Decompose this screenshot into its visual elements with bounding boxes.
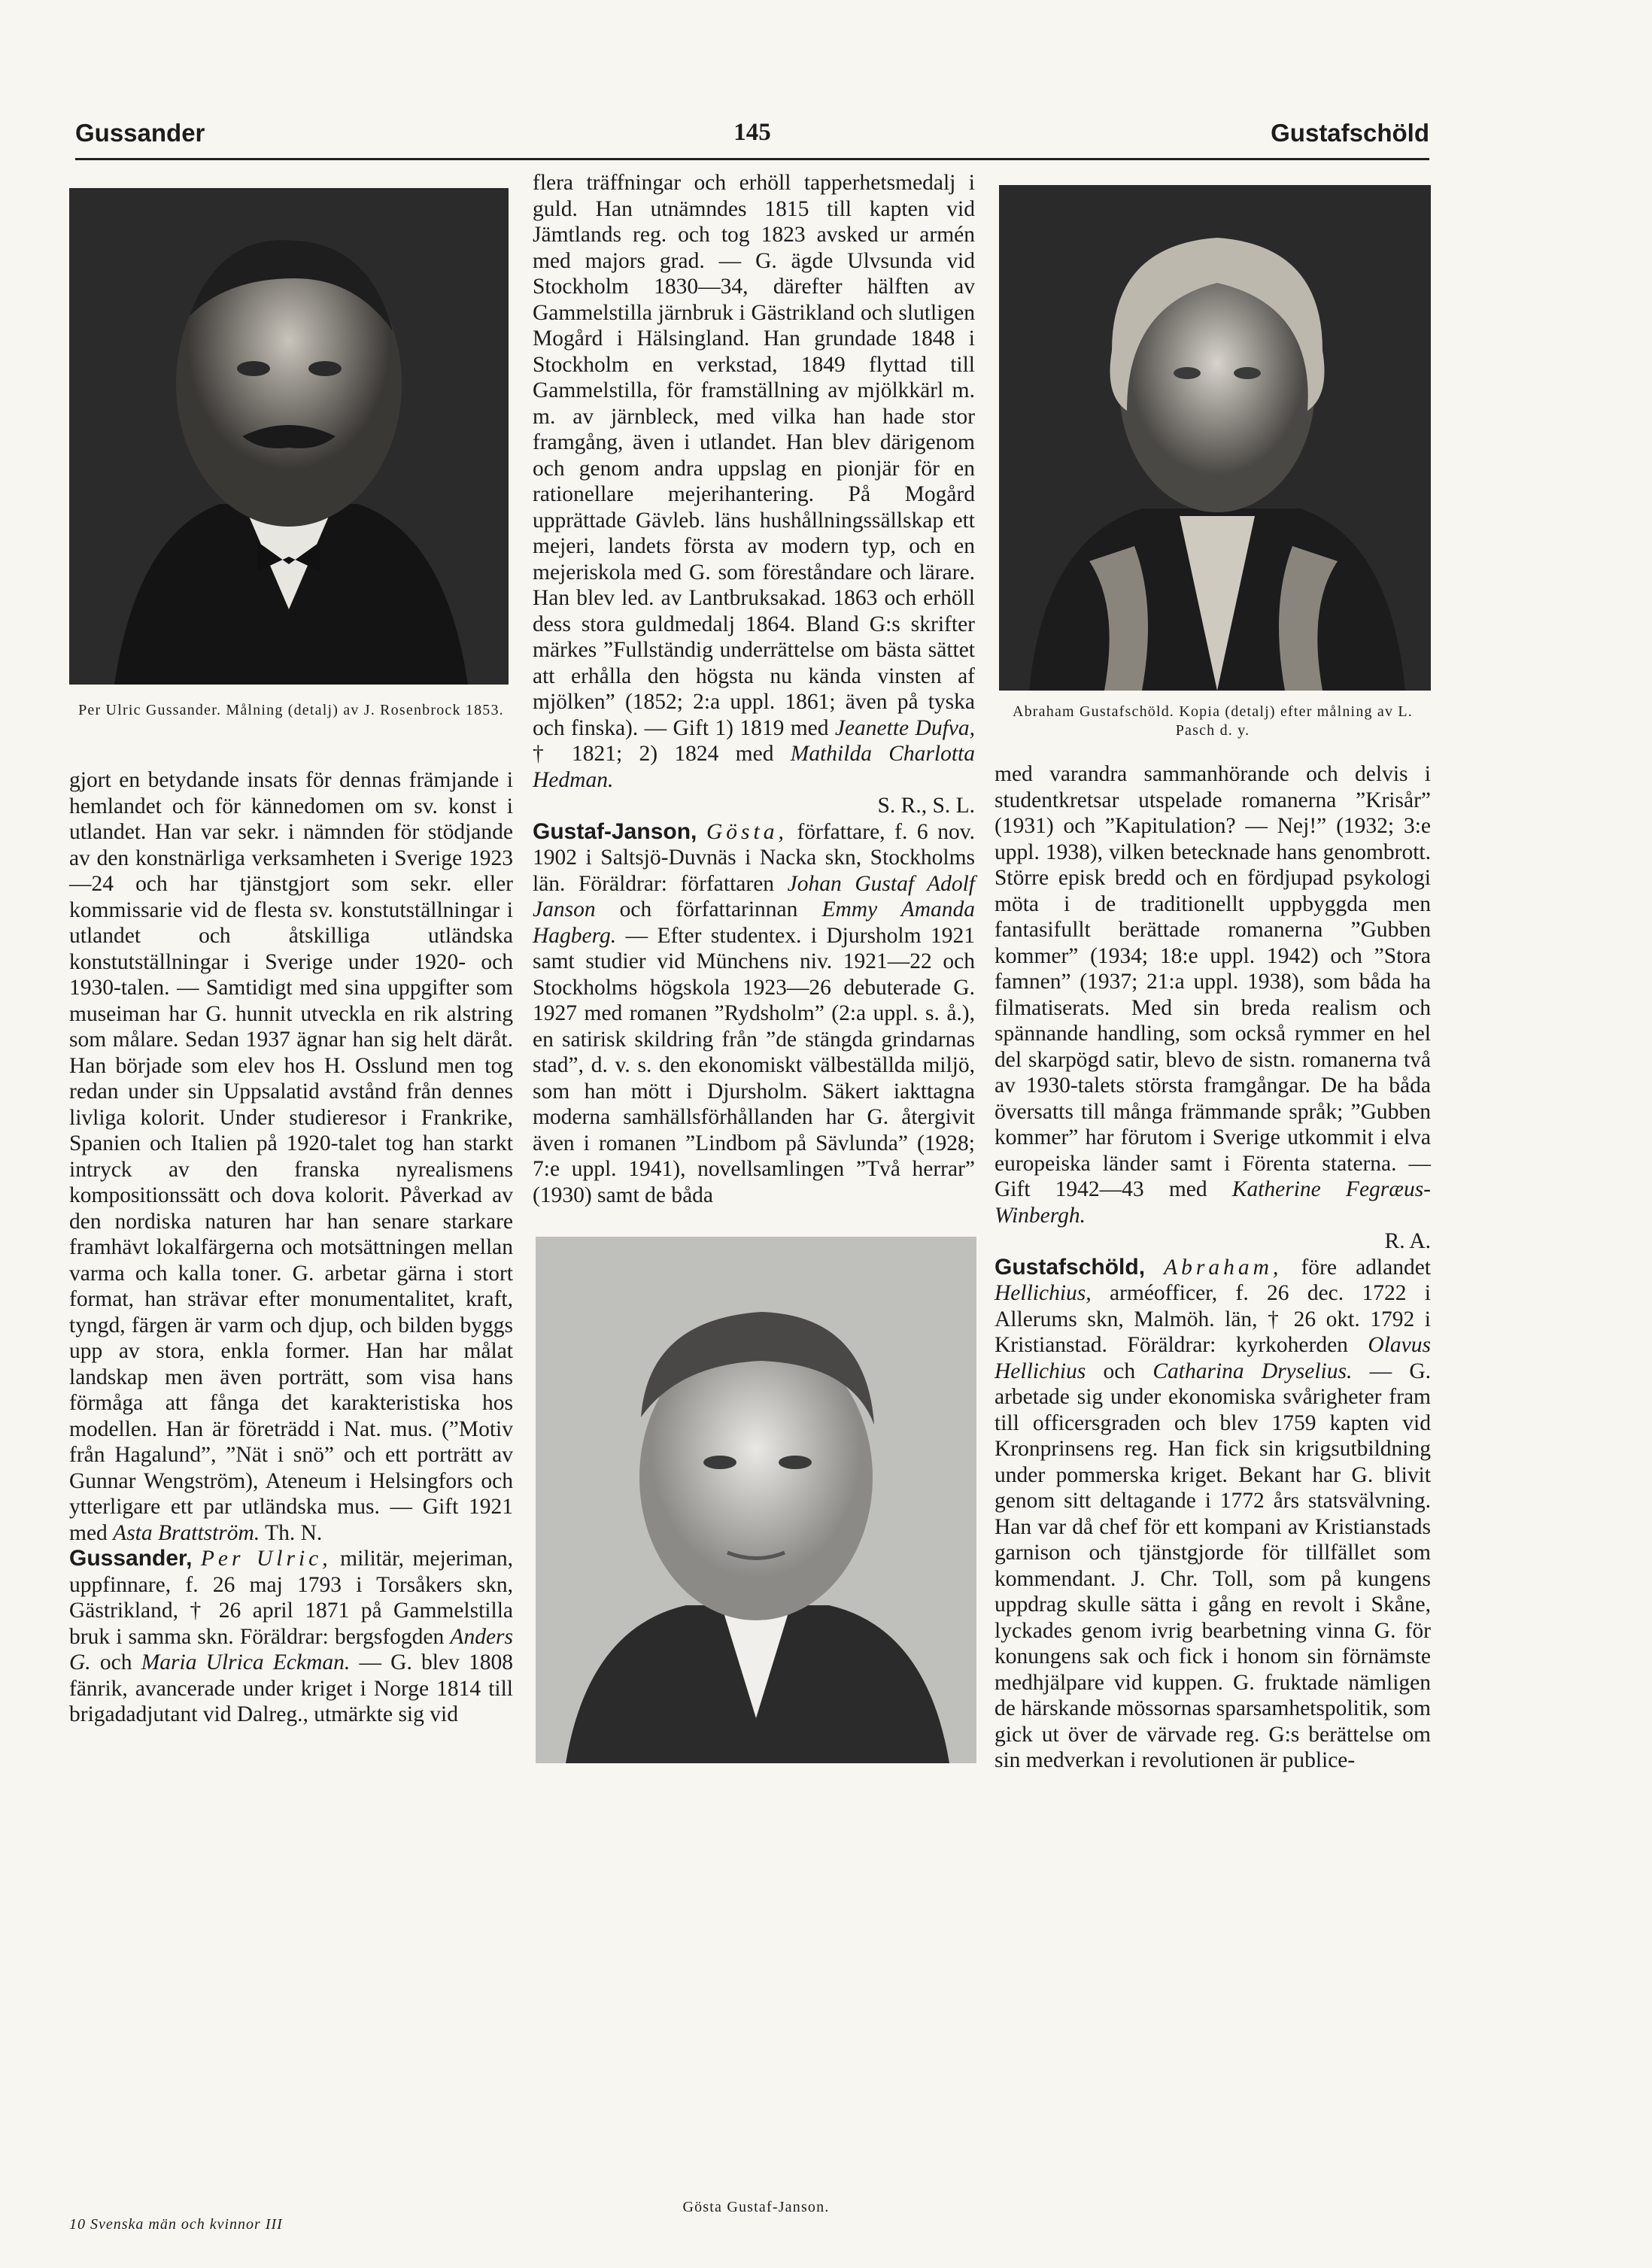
col2-wife1: Jeanette Dufva, [834,715,975,740]
portrait-gustaf-janson [536,1237,976,1763]
col3-text4: — G. arbetade sig under ekonomiska svårigheter fram till officersgraden och blev 1759 kapten vid Kronprinsens reg. Han fick sin krigsutbildning under pommerska kriget. Bekant har G. blivit genom sitt deltagande i 1772 års statsvälvning. Han var då chef för ett kompani av Kristianstads garnison och tjänstgjorde för tillfället som kommendant. J. Chr. Toll, som på kungens uppdrag skulle sätta i gång en revolt i Skåne, lyckades genom ivrig bearbetning vinna G. för konungens sak och fick i honom sin förnämste medhjälpare vid kuppen. G. fruktade nämligen de härskande mössornas sparsamhetspolitik, som gick ut över de värvade reg. G:s berättelse om sin medverkan i revolutionen är publice- [995,1359,1432,1772]
entry-gussander [69,1546,513,1728]
col1-signature: Th. N. [260,1520,323,1545]
col2-mother: Emmy Amanda Hagberg. [533,897,976,948]
col2-wife2: Mathilda Charlotta Hedman. [533,742,975,792]
col2-paragraph [533,170,975,793]
caption-gussander: Per Ulric Gussander. Målning (detalj) av J. Rosenbrock 1853. [78,702,504,718]
headword-gustaf-janson: Gustaf-Janson, [533,818,697,844]
col2-text5: — Efter studentex. i Djursholm 1921 samt studier vid Münchens niv. 1921—22 och Stockholms högskola 1923—26 debuterade G. 1927 med romanen ”Rydsholm” (2:a uppl. s. å.), en satirisk skildring från ”de stängda grindarnas stad”, d. v. s. den ekonomiskt välbeställda miljö, som han mött i Djursholm. Säkert iakttagna moderna samhällsförhållanden har G. återgivit även i romanen ”Lindbom på Sävlunda” (1928; 7:e uppl. 1941), novellsamlingen ”Två herrar” (1930) samt de båda [533,923,975,1207]
caption-gustafschold: Abraham Gustafschöld. Kopia (detalj) efter målning av L. Pasch d. y. [1012,703,1414,739]
column-3 [995,761,1431,2228]
col3-paragraph [995,761,1431,1228]
col3-wife: Katherine Fegræus-Winbergh. [995,1177,1431,1228]
col3-text3: arméofficer, f. 26 dec. 1722 i Allerums skn, Malmöh. län, † 26 okt. 1792 i Kristianstad. Föräldrar: kyrkoherden [995,1281,1431,1357]
caption-gustaf-janson: Gösta Gustaf-Janson. [682,2199,830,2215]
col3-mother: Catharina Dryselius. [1152,1359,1353,1383]
col1-father: Anders G. [69,1624,513,1674]
col3-orig-name: Hellichius, [995,1281,1092,1305]
col3-text1: med varandra sammanhörande och delvis i studentkretsar utspelade romanerna ”Krisår” (1931) och ”Kapitulation? — Nej!” (1932; 3:e uppl. 1938), vilken betecknade hans genombrott. Större episk bredd och en fördjupad psykologi möta i de traditionellt uppbyggda men fantasifullt berättade romanerna ”Gubben kommer” (1934; 18:e uppl. 1942) och ”Stora famnen” (1937; 21:a uppl. 1938), som båda ha filmatiserats. Med sin breda realism och spännande handling, som också rymmer en hel del skarpögd satir, blevo de sistn. romanerna två av 1930-talets största framgångar. De ha båda översatts till många främmande språk; ”Gubben kommer” har förutom i Sverige utkommit i elva europeiska länder samt i Förenta staterna. — Gift 1942—43 med [995,762,1431,1201]
name-gustaf-janson: Gösta, [706,819,788,844]
entry-gustaf-janson [533,819,975,1209]
col3-och: och [1086,1359,1153,1383]
col1-paragraph [69,767,513,1546]
page-number: 145 [733,119,771,146]
column-1 [69,767,513,2181]
entry-gustafschold [995,1255,1431,1774]
portrait-gustafschold [999,185,1431,691]
headword-gussander: Gussander, [69,1546,193,1571]
col2-text3: författare, f. 6 nov. 1902 i Saltsjö-Duvnäs i Nacka skn, Stockholms län. Föräldrar: författaren [533,819,975,896]
header-rule [75,158,1429,160]
col2-text2: † 1821; 2) 1824 med [533,742,774,766]
col1-mother: Maria Ulrica Eckman. [141,1650,351,1674]
col2-father: Johan Gustaf Adolf Janson [533,871,976,921]
header-right-term: Gustafschöld [1271,119,1429,147]
name-gussander: Per Ulric, [200,1547,332,1571]
header-left-term: Gussander [75,119,205,147]
col2-text1: flera träffningar och erhöll tapperhetsmedalj i guld. Han utnämndes 1815 till kapten vid Jämtlands reg. och tog 1823 avsked ur armén med majors grad. — G. ägde Ulvsunda vid Stockholm 1830—34, därefter hälften av Gammelstilla järnbruk i Gästrikland och slutligen Mogård i Hälsingland. Han grundade 1848 i Stockholm en verkstad, 1849 flyttad till Gammelstilla, för framställning av mjölkkärl m. m. av järnbleck, med vilka han hade stor framgång, även i utlandet. Han blev därigenom och genom andra uppslag en pionjär för en rationellare mejerihantering. På Mogård upprättade Gävleb. läns hushållningssällskap ett mejeri, landets första av modern typ, och en mejeriskola med G. som föreståndare och lärare. Han blev led. av Lantbruksakad. 1863 och erhöll dess stora guldmedalj 1864. Bland G:s skrifter märkes ”Fullständig underrättelse om bästa sättet att erhålla den högsta nu kända vinsten af mjölken” (1852; 2:a uppl. 1861; även på tyska och finska). — Gift 1) 1819 med [533,171,975,740]
column-2 [533,170,975,1223]
col1-wife: Asta Brattström. [113,1520,260,1545]
col3-text2: före adlandet [1282,1255,1431,1280]
col2-signature: S. R., S. L. [877,794,975,818]
col3-father: Olavus Hellichius [995,1333,1431,1383]
running-header [75,113,1429,158]
col1-text3: — G. blev 1808 fänrik, avancerade under kriget i Norge 1814 till brigadadjutant vid Dalreg., utmärkte sig vid [69,1650,514,1726]
col1-och: och [90,1650,141,1674]
name-gustafschold: Abraham, [1164,1255,1283,1280]
col3-signature: R. A. [1384,1229,1431,1253]
portrait-gussander [69,188,509,685]
col1-text1: gjort en betydande insats för dennas främjande i hemlandet och för kännedomen om sv. konst i utlandet. Han var sekr. i nämnden för stödjande av den konstnärliga verksamheten i Sverige 1923—24 och har tjänstgjort som sekr. eller kommissarie vid de flesta sv. konstutställningar i utlandet och åtskilliga utländska konstutställningar i Sverige under 1920- och 1930-talen. — Samtidigt med sina uppgifter som museiman har G. hunnit utveckla en rik alstring som målare. Sedan 1937 ägnar han sig helt däråt. Han började som elev hos H. Osslund men tog redan under sin Uppsalatid avstånd från dennes livliga kolorit. Under studieresor i Frankrike, Spanien och Italien på 1920-talet tog han starkt intryck av den franska nyrealismens kompositionssätt och dova kolorit. Påverkad av den nordiska naturen har han senare starkare framhävt lokalfärgerna och motsättningen mellan varma och kalla toner. G. arbetar gärna i stort format, han strävar efter monumentalitet, kraft, tyngd, färgen är varm och djup, och bilden byggs upp av stora, enkla former. Han har målat landskap men även porträtt, som visa hans förmåga att fånga det karakteristiska hos modellen. Han är företrädd i Nat. mus. (”Motiv från Hagalund”, ”Nät i snö” och ett porträtt av Gunnar Wengström), Ateneum i Helsingfors och ytterligare ett par utländska mus. — Gift 1921 med [69,768,513,1545]
col1-text2: militär, mejeriman, uppfinnare, f. 26 maj 1793 i Torsåkers skn, Gästrikland, † 26 april 1871 på Gammelstilla bruk i samma skn. Föräldrar: bergsfogden [69,1547,513,1649]
headword-gustafschold: Gustafschöld, [995,1254,1146,1280]
col2-text4: och författarinnan [595,897,798,921]
footer-signature: 10 Svenska män och kvinnor III [69,2216,283,2233]
